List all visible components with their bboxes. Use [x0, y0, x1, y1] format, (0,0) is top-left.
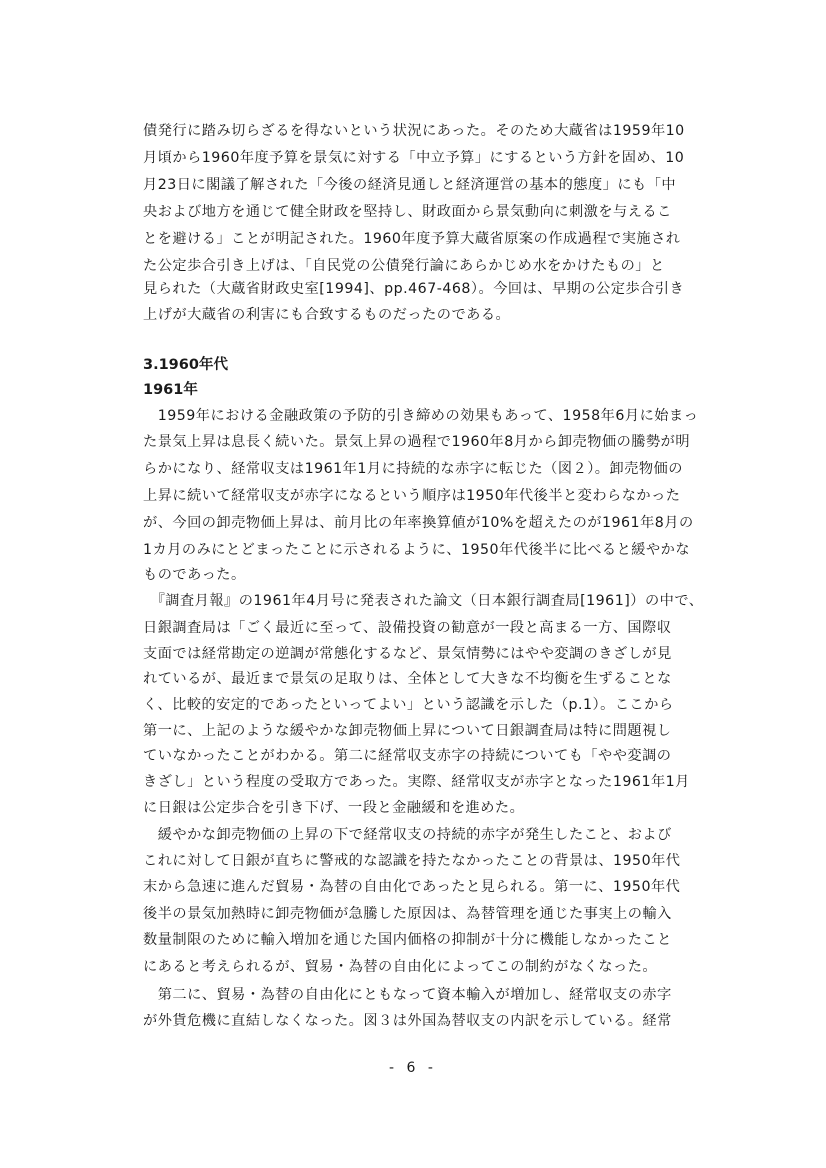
paragraph-line: 1959年における金融政策の予防的引き締めの効果もあって、1958年6月に始まっ: [143, 408, 699, 424]
paragraph-line: 見られた（大蔵省財政史室[1994]、pp.467-468）。今回は、早期の公定歩合引き: [143, 281, 685, 297]
paragraph-line: た公定歩合引き上げは、「自民党の公債発行論にあらかじめ水をかけたもの」と: [143, 258, 665, 274]
paragraph-line: にあると考えられるが、貿易・為替の自由化によってこの制約がなくなった。: [143, 959, 658, 975]
paragraph-line: とを避ける」ことが明記された。1960年度予算大蔵省原案の作成過程で実施され: [143, 231, 681, 247]
paragraph-line: 数量制限のために輸入増加を通じた国内価格の抑制が十分に機能しなかったこと: [143, 932, 672, 948]
paragraph-line: ものであった。: [143, 567, 246, 583]
paragraph-line: れているが、最近まで景気の足取りは、全体として大きな不均衡を生ずることな: [143, 671, 672, 687]
paragraph-line: これに対して日銀が直ちに警戒的な認識を持たなかったことの背景は、1950年代: [143, 853, 681, 869]
paragraph-line: 月23日に閣議了解された「今後の経済見通しと経済運営の基本的態度」にも「中: [143, 177, 677, 193]
paragraph-line: 央および地方を通じて健全財政を堅持し、財政面から景気動向に刺激を与えるこ: [143, 204, 672, 220]
paragraph-line: 上昇に続いて経常収支が赤字になるという順序は1950年代後半と変わらなかった: [143, 488, 681, 504]
paragraph-line: 1カ月のみにとどまったことに示されるように、1950年代後半に比べると緩やかな: [143, 542, 691, 558]
paragraph-line: 債発行に踏み切らざるを得ないという状況にあった。そのため大蔵省は1959年10: [143, 123, 685, 139]
paragraph-line: に日銀は公定歩合を引き下げ、一段と金融緩和を進めた。: [143, 800, 525, 816]
paragraph-line: 月頃から1960年度予算を景気に対する「中立予算」にするという方針を固め、10: [143, 150, 685, 166]
paragraph-line: 『調査月報』の1961年4月号に発表された論文（日本銀行調査局[1961]）の中で、: [143, 593, 704, 609]
paragraph-line: た景気上昇は息長く続いた。景気上昇の過程で1960年8月から卸売物価の騰勢が明: [143, 434, 691, 450]
sub-heading: 1961年: [143, 382, 198, 398]
paragraph-line: らかになり、経常収支は1961年1月に持続的な赤字に転じた（図２）。卸売物価の: [143, 461, 683, 477]
paragraph-line: 第一に、上記のような緩やかな卸売物価上昇について日銀調査局は特に問題視し: [143, 723, 672, 739]
paragraph-line: 緩やかな卸売物価の上昇の下で経常収支の持続的赤字が発生したこと、および: [143, 827, 672, 843]
paragraph-line: ていなかったことがわかる。第二に経常収支赤字の持続についても「やや変調の: [143, 748, 672, 764]
paragraph-line: が外貨危機に直結しなくなった。図３は外国為替収支の内訳を示している。経常: [143, 1013, 672, 1029]
paragraph-line: く、比較的安定的であったといってよい」という認識を示した（p.1）。ここから: [143, 697, 674, 713]
paragraph-line: 上げが大蔵省の利害にも合致するものだったのである。: [143, 307, 511, 323]
paragraph-line: 末から急速に進んだ貿易・為替の自由化であったと見られる。第一に、1950年代: [143, 879, 681, 895]
section-heading: 3.1960年代: [143, 357, 228, 373]
page-number: - 6 -: [389, 1060, 437, 1076]
paragraph-line: きざし」という程度の受取方であった。実際、経常収支が赤字となった1961年1月: [143, 774, 690, 790]
paragraph-line: 支面では経常勘定の逆調が常態化するなど、景気情勢にはやや変調のきざしが見: [143, 646, 672, 662]
paragraph-line: が、今回の卸売物価上昇は、前月比の年率換算値が10%を超えたのが1961年8月の: [143, 515, 694, 531]
paragraph-line: 後半の景気加熱時に卸売物価が急騰した原因は、為替管理を通じた事実上の輸入: [143, 906, 672, 922]
paragraph-line: 第二に、貿易・為替の自由化にともなって資本輸入が増加し、経常収支の赤字: [143, 987, 672, 1003]
paragraph-line: 日銀調査局は「ごく最近に至って、設備投資の勧意が一段と高まる一方、国際収: [143, 620, 672, 636]
